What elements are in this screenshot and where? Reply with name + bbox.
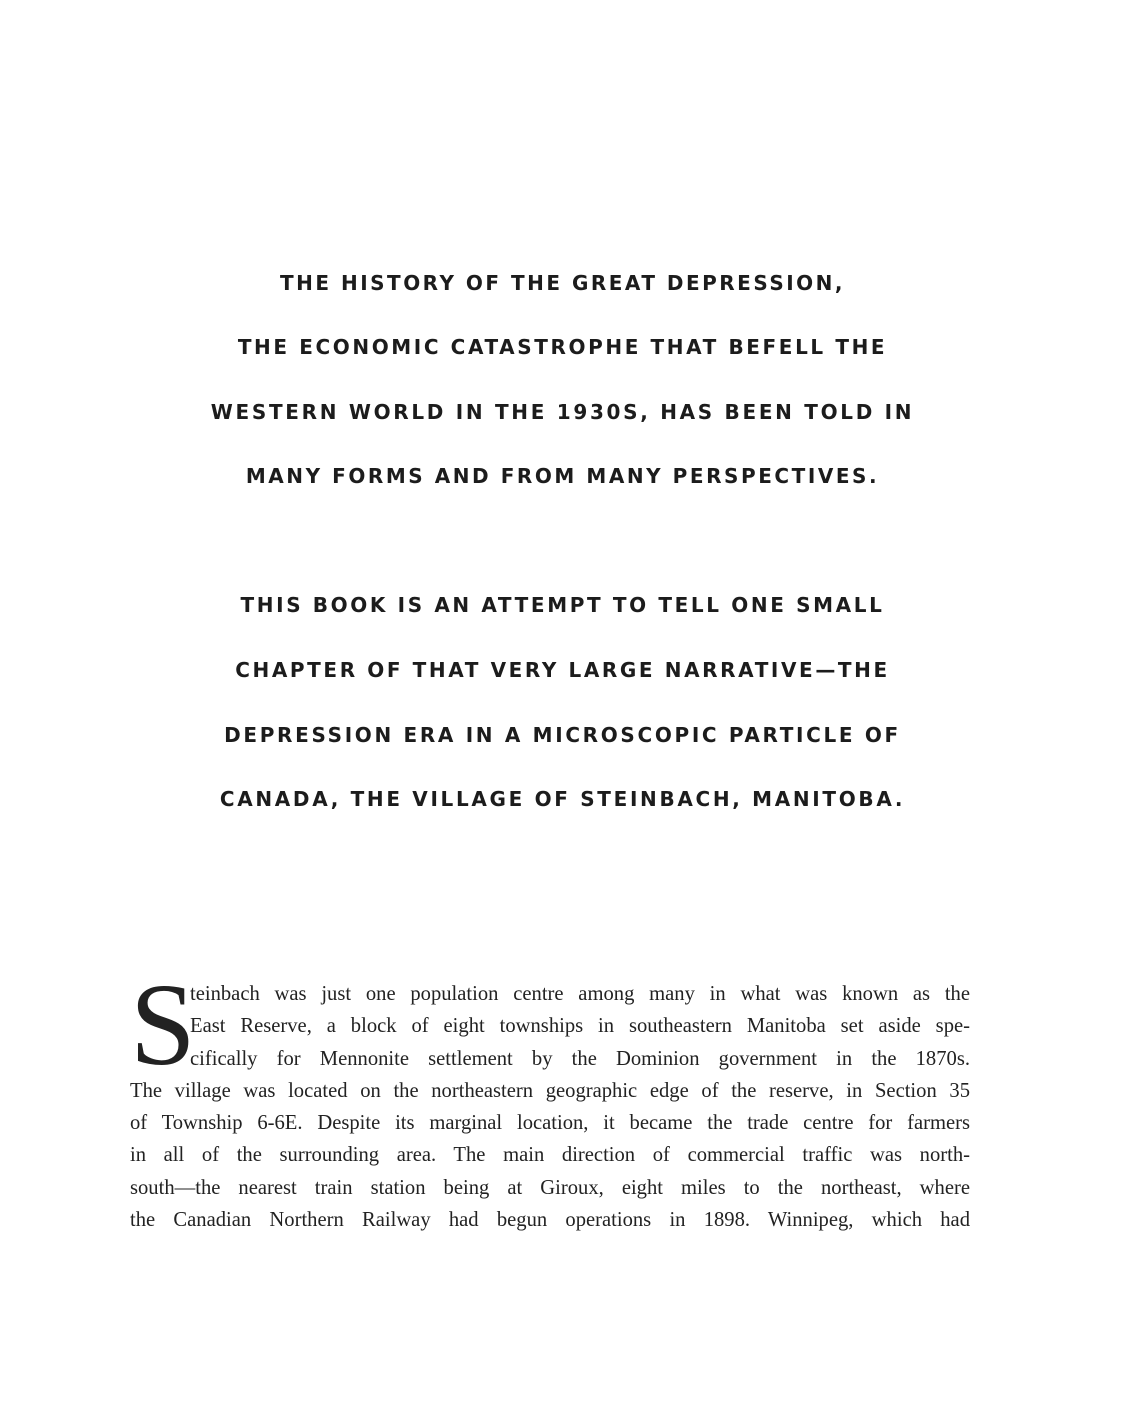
body-line: south—the nearest train station being at Giroux, eight miles to the northeast, where	[130, 1176, 970, 1199]
epigraph-line: DEPRESSION ERA IN A MICROSCOPIC PARTICLE OF	[224, 723, 901, 747]
epigraph-line: CHAPTER OF THAT VERY LARGE NARRATIVE—THE	[235, 658, 890, 682]
epigraph-line: THIS BOOK IS AN ATTEMPT TO TELL ONE SMALL	[240, 593, 885, 617]
body-line: cifically for Mennonite settlement by the Dominion government in the 1870s.	[190, 1047, 970, 1070]
body-line: teinbach was just one population centre among many in what was known as the	[190, 983, 970, 1005]
epigraph-line: MANY FORMS AND FROM MANY PERSPECTIVES.	[245, 464, 880, 488]
epigraph-line: CANADA, THE VILLAGE OF STEINBACH, MANITOBA.	[219, 787, 906, 811]
drop-cap: S	[130, 959, 196, 1090]
epigraph-line: THE HISTORY OF THE GREAT DEPRESSION,	[280, 271, 845, 295]
body-line: East Reserve, a block of eight townships in southeastern Manitoba set aside spe-	[190, 1015, 970, 1038]
body-line: The village was located on the northeastern geographic edge of the reserve, in Section 35	[130, 1079, 970, 1102]
epigraph-line: WESTERN WORLD IN THE 1930S, HAS BEEN TOLD IN	[210, 400, 915, 424]
body-line: of Township 6-6E. Despite its marginal location, it became the trade centre for farmers	[130, 1112, 970, 1135]
body-paragraph	[130, 978, 970, 1236]
epigraph-line: THE ECONOMIC CATASTROPHE THAT BEFELL THE	[237, 335, 888, 359]
body-line: in all of the surrounding area. The main direction of commercial traffic was north-	[130, 1144, 970, 1167]
body-line: the Canadian Northern Railway had begun operations in 1898. Winnipeg, which had	[130, 1209, 970, 1232]
